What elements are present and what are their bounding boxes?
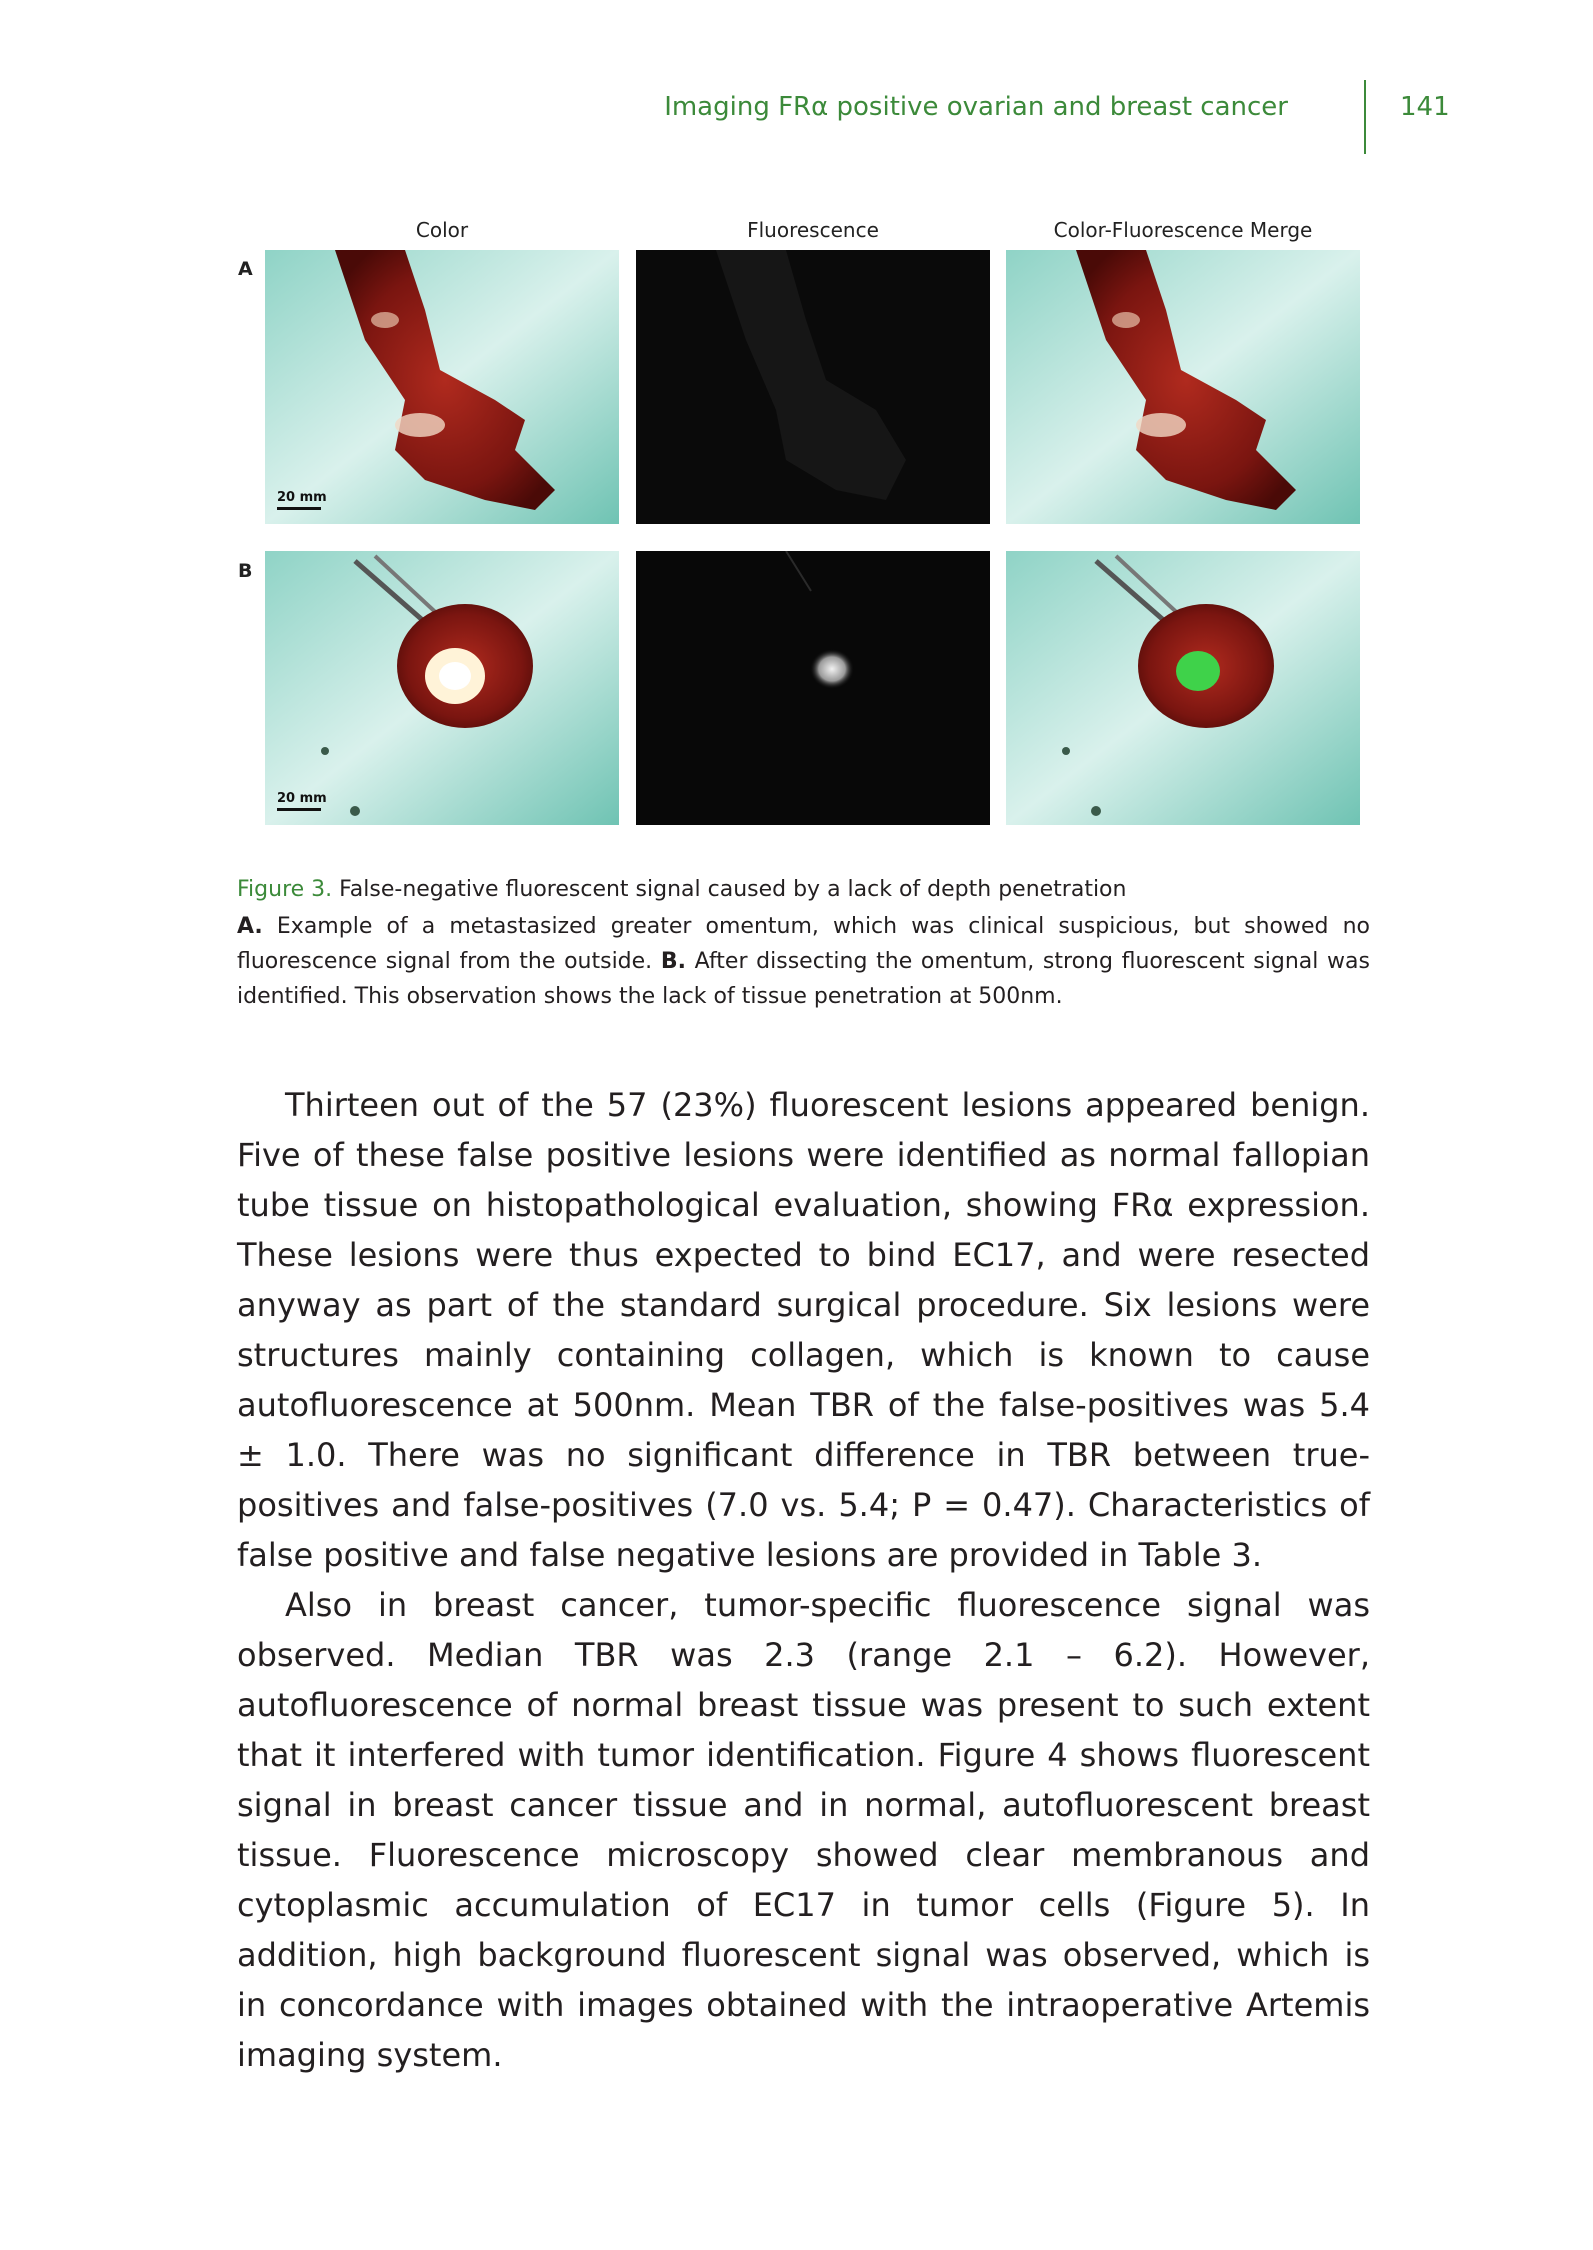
paragraph: Thirteen out of the 57 (23%) fluorescent lesions appeared benign. Five of these false positive lesions were identified as normal fallopian tube tissue on histopathological evaluation, showing FRα expression. These lesions were thus expected to bind EC17, and were resected anyway as part of the standard surgical procedure. Six lesions were structures mainly containing collagen, which is known to cause autofluorescence at 500nm. Mean TBR of the false-positives was 5.4 ± 1.0. There was no significant difference in TBR between true-positives and false-positives (7.0 vs. 5.4; P = 0.47). Characteristics of false positive and false negative lesions are provided in Table 3.	[237, 1086, 1370, 1574]
caption-a-label: A.	[237, 914, 263, 939]
caption-b-text: After dissecting the omentum, strong fluorescent signal was identified. This observation shows the lack of tissue penetration at 500nm.	[237, 949, 1370, 1009]
column-label-merge: Color-Fluorescence Merge	[1053, 218, 1313, 242]
paragraph: Also in breast cancer, tumor-specific fluorescence signal was observed. Median TBR was 2.3 (range 2.1 – 6.2). However, autofluorescence of normal breast tissue was present to such extent that it interfered with tumor identification. Figure 4 shows fluorescent signal in breast cancer tissue and in normal, autofluorescent breast tissue. Fluorescence microscopy showed clear membranous and cytoplasmic accumulation of EC17 in tumor cells (Figure 5). In addition, high background fluorescent signal was observed, which is in concordance with images obtained with the intraoperative Artemis imaging system.	[237, 1586, 1370, 2074]
row-label-b: B	[238, 560, 253, 582]
running-title: Imaging FRα positive ovarian and breast cancer	[664, 92, 1288, 122]
caption-b-label: B.	[660, 949, 686, 974]
column-label-color: Color	[415, 218, 469, 242]
caption-figure-label: Figure 3.	[237, 877, 333, 902]
image-a-color	[265, 250, 619, 524]
figure-caption	[237, 872, 1370, 1014]
caption-a-text: Example of a metastasized greater omentum, which was clinical suspicious, but showed no fluorescence signal from the outside.	[237, 914, 1370, 974]
column-label-fluorescence: Fluorescence	[747, 218, 879, 242]
caption-description	[237, 909, 1370, 1014]
image-a-fluorescence	[636, 250, 990, 524]
body-text	[237, 1080, 1370, 2080]
header-divider	[1364, 80, 1366, 154]
image-a-merge	[1006, 250, 1360, 524]
scale-bar: 20 mm	[277, 791, 327, 811]
caption-title-line	[237, 872, 1370, 907]
row-label-a: A	[238, 258, 253, 280]
page-number: 141	[1400, 92, 1450, 122]
image-b-color	[265, 551, 619, 825]
image-b-merge	[1006, 551, 1360, 825]
image-b-fluorescence	[636, 551, 990, 825]
caption-title: False-negative fluorescent signal caused by a lack of depth penetration	[339, 877, 1127, 902]
scale-bar: 20 mm	[277, 490, 327, 510]
